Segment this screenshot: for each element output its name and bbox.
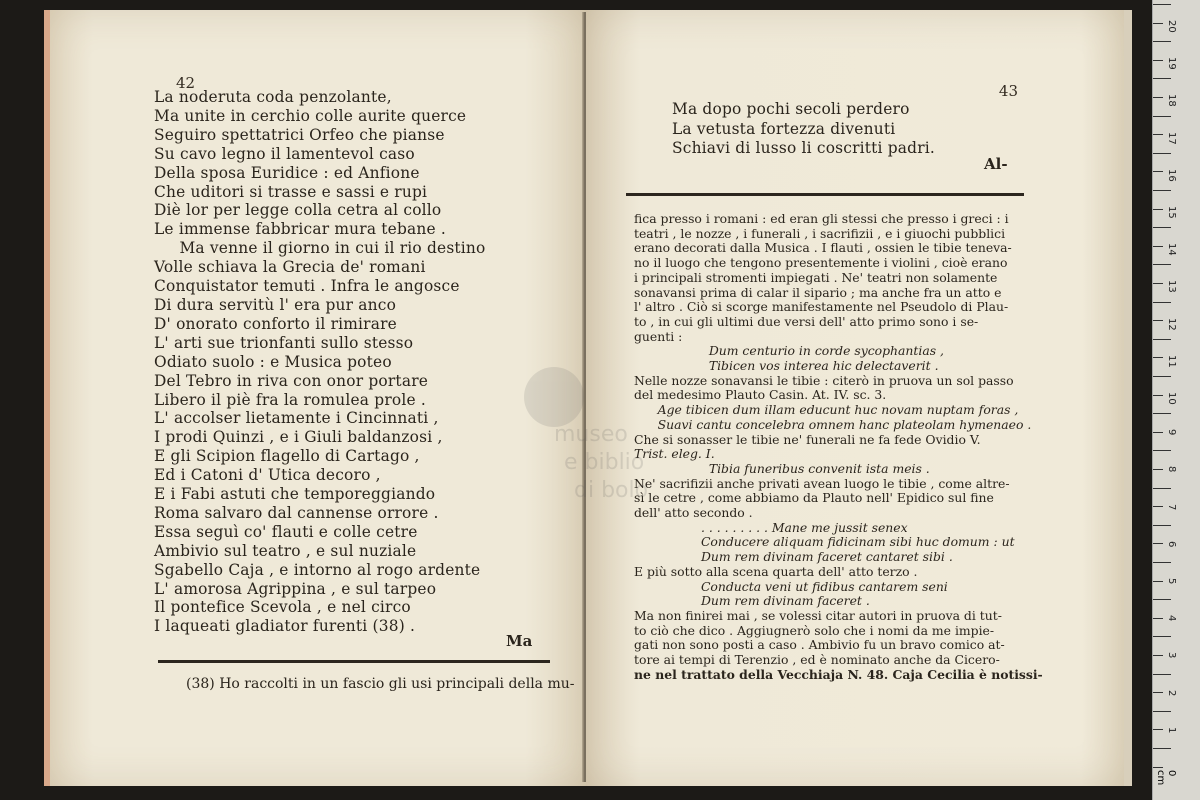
verse-line: Che uditori si trasse e sassi e rupi <box>154 182 428 201</box>
prose-line: Che si sonasser le tibie ne' funerali ne fa fede Ovidio V. <box>634 431 981 447</box>
footnote: (38) Ho raccolti in un fascio gli usi principali della mu- <box>186 676 575 692</box>
verse-line: Ed i Catoni d' Utica decoro , <box>154 466 381 485</box>
prose-line: to ciò che dico . Aggiugnerò solo che i nomi da me impie- <box>634 622 995 638</box>
verse-line: Le immense fabbricar mura tebane . <box>154 220 447 239</box>
ruler-tick <box>1153 246 1163 247</box>
verse-line: Ambivio sul teatro , e sul nuziale <box>154 541 417 560</box>
ruler-label: 7 <box>1166 503 1177 510</box>
ruler-tick <box>1153 562 1171 563</box>
ruler-tick <box>1153 618 1163 619</box>
verse-line: Roma salvaro dal cannense orrore . <box>154 503 439 522</box>
ruler-tick <box>1153 264 1171 265</box>
prose-line: del medesimo Plauto Casin. At. IV. sc. 3. <box>634 387 887 403</box>
verse-line: Conquistator temuti . Infra le angosce <box>154 277 460 296</box>
ruler-tick <box>1153 655 1163 656</box>
latin-quote-line: Dum rem divinam faceret . <box>634 593 870 609</box>
ruler-tick <box>1153 190 1171 191</box>
latin-quote-line: Dum centurio in corde sycophantias , <box>634 343 944 359</box>
ruler-tick <box>1153 674 1171 675</box>
prose-line: ne nel trattato della Vecchiaja N. 48. Caja Cecilia è notissi- <box>634 666 1043 682</box>
ruler-label: 12 <box>1166 317 1177 331</box>
ruler-tick <box>1153 767 1163 768</box>
prose-line: Nelle nozze sonavansi le tibie : citerò in pruova un sol passo <box>634 372 1014 388</box>
verse-line: Odiato suolo : e Musica poteo <box>154 352 392 371</box>
ruler-label: 18 <box>1166 94 1177 108</box>
ruler-tick <box>1153 506 1163 507</box>
verse-line: Del Tebro in riva con onor portare <box>154 371 429 390</box>
prose-line: E più sotto alla scena quarta dell' atto terzo . <box>634 563 918 579</box>
ruler-unit: 0 cm <box>1155 770 1177 786</box>
verse-line: E gli Scipion flagello di Cartago , <box>154 447 420 466</box>
prose-line: dell' atto secondo . <box>634 505 753 521</box>
page-number-left: 42 <box>176 74 196 92</box>
ruler-tick <box>1153 78 1171 79</box>
latin-quote-line: Dum rem divinam faceret cantaret sibi . <box>634 549 953 565</box>
ruler-tick <box>1153 283 1163 284</box>
verse-line: Essa seguì co' flauti e colle cetre <box>154 522 418 541</box>
note-text <box>634 211 1043 683</box>
verse-line: L' accolser lietamente i Cincinnati , <box>154 409 439 428</box>
latin-quote-line: Age tibicen dum illam educunt huc novam nuptam foras , <box>634 402 1019 418</box>
verse-line: Schiavi di lusso li coscritti padri. <box>672 139 935 157</box>
prose-line: l' altro . Ciò si scorge manifestamente nel Pseudolo di Plau- <box>634 299 1009 315</box>
ruler-tick <box>1153 209 1163 210</box>
verse-line: E i Fabi astuti che temporeggiando <box>154 485 436 504</box>
verse-line: I laqueati gladiator furenti (38) . <box>154 617 416 636</box>
verse-line: Ma dopo pochi secoli perdero <box>672 100 910 118</box>
verse-line: Libero il piè fra la romulea prole . <box>154 390 426 409</box>
ruler-tick <box>1153 525 1171 526</box>
verse-line: D' onorato conforto il rimirare <box>154 314 397 333</box>
prose-line: Ma non finirei mai , se volessi citar autori in pruova di tut- <box>634 607 1002 623</box>
ruler-label: 8 <box>1166 466 1177 473</box>
ruler-tick <box>1153 748 1171 749</box>
verse-line: Su cavo legno il lamentevol caso <box>154 144 415 163</box>
latin-quote-line: Trist. eleg. I. <box>634 446 715 462</box>
ruler-label: 2 <box>1166 689 1177 696</box>
left-page <box>44 10 590 786</box>
verse-line: I prodi Quinzi , e i Giuli baldanzosi , <box>154 428 443 447</box>
verse-line: Il pontefice Scevola , e nel circo <box>154 598 411 617</box>
prose-line: sonavansi prima di calar il sipario ; ma anche fra un atto e <box>634 284 1002 300</box>
prose-line: Ne' sacrifizii anche privati avean luogo le tibie , come altre- <box>634 475 1010 491</box>
ruler-label: 11 <box>1166 354 1177 368</box>
catchword-right: Al- <box>984 155 1008 173</box>
ruler-label: 10 <box>1166 392 1177 405</box>
prose-line: guenti : <box>634 328 683 344</box>
ruler-tick <box>1153 153 1171 154</box>
ruler-tick <box>1153 599 1171 600</box>
ruler-label: 16 <box>1166 168 1177 182</box>
open-book <box>34 4 1134 796</box>
verse-line: Ma venne il giorno in cui il rio destino <box>154 239 486 258</box>
ruler-label: 17 <box>1166 131 1177 145</box>
ruler-tick <box>1153 339 1171 340</box>
verse-line: La noderuta coda penzolante, <box>154 88 392 106</box>
verse-line: L' arti sue trionfanti sullo stesso <box>154 333 414 352</box>
ruler-tick <box>1153 636 1171 637</box>
left-poem <box>154 88 486 636</box>
prose-line: erano decorati dalla Musica . I flauti , ossien le tibie teneva- <box>634 240 1012 256</box>
catchword-left: Ma <box>506 632 533 650</box>
measuring-ruler <box>1152 0 1200 800</box>
ruler-tick <box>1153 432 1163 433</box>
ruler-tick <box>1153 450 1171 451</box>
ruler-label: 15 <box>1166 206 1177 219</box>
prose-line: sì le cetre , come abbiamo da Plauto nell' Epidico sul fine <box>634 490 994 506</box>
verse-line: Seguiro spettatrici Orfeo che pianse <box>154 125 445 144</box>
latin-quote-line: Conducta veni ut fidibus cantarem seni <box>634 578 948 594</box>
ruler-tick <box>1153 4 1171 5</box>
ruler-tick <box>1153 692 1163 693</box>
ruler-tick <box>1153 41 1171 42</box>
ruler-label: 20 <box>1166 20 1177 33</box>
ruler-tick <box>1153 302 1171 303</box>
verse-line: L' amorosa Agrippina , e sul tarpeo <box>154 579 437 598</box>
prose-line: teatri , le nozze , i funerali , i sacrifizii , e i giuochi pubblici <box>634 225 1006 241</box>
ruler-tick <box>1153 97 1163 98</box>
verse-line: Di dura servitù l' era pur anco <box>154 295 397 314</box>
verse-line: Sgabello Caja , e intorno al rogo ardente <box>154 560 481 579</box>
prose-line: i principali stromenti impiegati . Ne' teatri non solamente <box>634 269 998 285</box>
verse-line: Ma unite in cerchio colle aurite querce <box>154 106 467 125</box>
page-number-right: 43 <box>998 82 1018 100</box>
prose-line: to , in cui gli ultimi due versi dell' atto primo sono i se- <box>634 313 979 329</box>
ruler-tick <box>1153 729 1163 730</box>
verse-line: Della sposa Euridice : ed Anfione <box>154 163 420 182</box>
latin-quote-line: Tibicen vos interea hic delectaverit . <box>634 358 939 374</box>
ruler-tick <box>1153 711 1171 712</box>
ruler-label: 13 <box>1166 280 1177 294</box>
ruler-label: 19 <box>1166 57 1177 70</box>
ruler-label: 14 <box>1166 243 1177 256</box>
ruler-tick <box>1153 376 1171 377</box>
ruler-tick <box>1153 469 1163 470</box>
ruler-tick <box>1153 60 1163 61</box>
verse-line: La vetusta fortezza divenuti <box>672 119 896 138</box>
ruler-tick <box>1153 413 1171 414</box>
prose-line: no il luogo che tengono presentemente i violini , cioè erano <box>634 255 1008 271</box>
ruler-label: 9 <box>1166 429 1177 436</box>
section-rule <box>626 193 1024 196</box>
ruler-tick <box>1153 134 1163 135</box>
ruler-label: 5 <box>1166 578 1177 585</box>
latin-quote-line: Conducere aliquam fidicinam sibi huc domum : ut <box>634 534 1015 550</box>
prose-line: fica presso i romani : ed eran gli stessi che presso i greci : i <box>634 211 1009 226</box>
ruler-tick <box>1153 171 1163 172</box>
verse-line: Volle schiava la Grecia de' romani <box>154 258 426 277</box>
prose-line: gati non sono posti a caso . Ambivio fu un bravo comico at- <box>634 637 1005 653</box>
ruler-tick <box>1153 320 1163 321</box>
right-poem <box>672 100 935 159</box>
ruler-label: 1 <box>1166 726 1177 734</box>
latin-quote-line: Suavi cantu concelebra omnem hanc plateolam hymenaeo . <box>634 416 1032 432</box>
latin-quote-line: Tibia funeribus convenit ista meis . <box>634 460 930 476</box>
ruler-label: 3 <box>1166 652 1177 659</box>
verse-line: Diè lor per legge colla cetra al collo <box>154 201 442 220</box>
ruler-tick <box>1153 543 1163 544</box>
right-page <box>586 10 1132 786</box>
ruler-tick <box>1153 357 1163 358</box>
ruler-tick <box>1153 395 1163 396</box>
ruler-tick <box>1153 581 1163 582</box>
ruler-tick <box>1153 23 1163 24</box>
latin-quote-line: . . . . . . . . . Mane me jussit senex <box>634 519 908 535</box>
ruler-tick <box>1153 227 1171 228</box>
ruler-tick <box>1153 116 1171 117</box>
prose-line: tore ai tempi di Terenzio , ed è nominato anche da Cicero- <box>634 652 1000 668</box>
ruler-label: 4 <box>1166 615 1177 622</box>
footnote-rule <box>158 660 550 663</box>
ruler-label: 6 <box>1166 540 1177 548</box>
ruler-tick <box>1153 488 1171 489</box>
